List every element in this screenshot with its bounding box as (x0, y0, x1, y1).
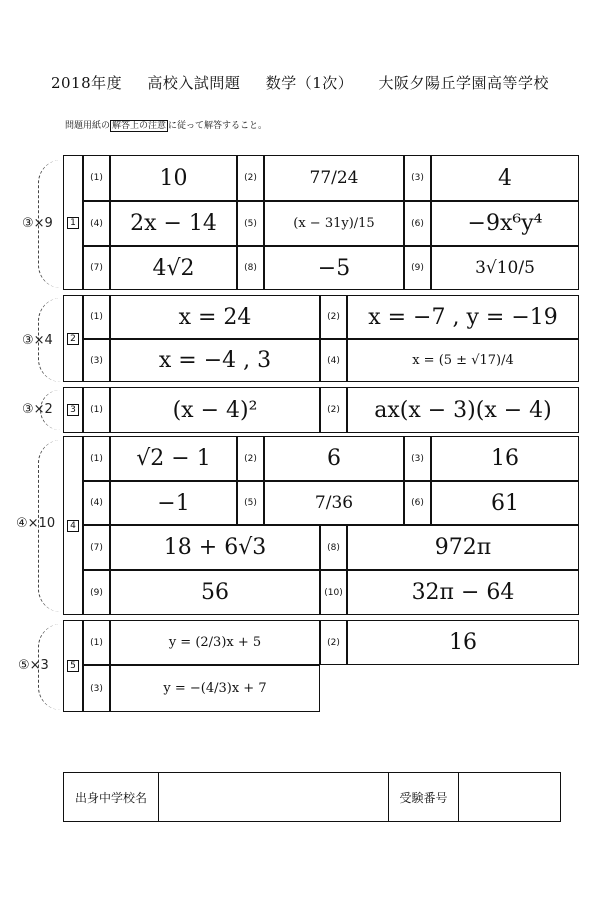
s3-q2-label: (2) (327, 405, 340, 415)
s4-q8-answer: 972π (434, 535, 492, 560)
s4-q3-answer: 16 (491, 446, 519, 471)
s1-q3-answer-cell (431, 155, 579, 201)
s5-q1-label: (1) (90, 637, 103, 648)
s1-q4-answer: 2x − 14 (130, 211, 217, 236)
section-2-num-cell (63, 295, 83, 382)
title-subject: 数学（1次） (265, 74, 354, 92)
s1-q2-answer-cell (264, 155, 404, 201)
s1-q1-label: (1) (90, 173, 103, 183)
section-4-points: ④×10 (16, 516, 56, 531)
section-1-points: ③×9 (22, 216, 53, 231)
s5-q3-answer: y = −(4/3)x + 7 (163, 681, 267, 696)
school-label: 出身中学校名 (74, 790, 147, 805)
s2-q4-label: (4) (327, 355, 340, 366)
s4-q2-label: (2) (244, 453, 257, 464)
s2-q1-answer: x = 24 (178, 304, 252, 330)
instruction-pre: 問題用紙の (65, 121, 111, 131)
s3-q2-answer: ax(x − 3)(x − 4) (374, 397, 552, 423)
s1-q2-answer: 77/24 (309, 168, 359, 188)
section-1-number: 1 (67, 217, 79, 229)
s5-q2-label: (2) (327, 637, 340, 648)
s1-q5-label: (5) (244, 218, 257, 229)
section-2-number: 2 (67, 333, 79, 345)
section-5-num-cell (63, 620, 83, 712)
s4-q6-answer: 61 (491, 490, 519, 516)
student-info-box (63, 772, 561, 822)
s4-q2-answer: 6 (327, 446, 341, 471)
title-kind: 高校入試問題 (147, 74, 241, 92)
s4-q7-label: (7) (90, 542, 103, 553)
s4-q1-label: (1) (90, 453, 103, 464)
section-4-num-cell (63, 436, 83, 615)
s4-q10-label: (10) (324, 587, 343, 598)
section-3-points: ③×2 (22, 402, 53, 417)
s1-q2-label: (2) (244, 173, 257, 183)
s1-q4-answer-cell (110, 201, 237, 246)
s3-q2-answer-cell (347, 387, 579, 433)
s2-q2-label: (2) (327, 312, 340, 322)
s1-q8-answer: −5 (317, 255, 351, 281)
page-title (0, 72, 600, 93)
exam-number-field[interactable] (459, 773, 560, 821)
s1-q7-answer-cell (110, 246, 237, 290)
title-year: 2018年度 (50, 74, 123, 92)
exam-number-label: 受験番号 (399, 790, 448, 805)
s2-q1-label: (1) (90, 312, 103, 322)
s1-q9-answer-cell (431, 246, 579, 290)
s1-q7-answer: 4√2 (152, 255, 195, 281)
s4-q1-answer-cell (110, 436, 237, 481)
s4-q5-label: (5) (244, 498, 257, 508)
s2-q1-answer-cell (110, 295, 320, 339)
section-4-number: 4 (67, 520, 79, 532)
s4-q9-label: (9) (90, 587, 103, 598)
s4-q10-answer: 32π − 64 (411, 580, 515, 605)
s5-q3-answer-cell (110, 665, 320, 712)
section-3-number: 3 (67, 404, 79, 416)
s4-q6-answer-cell (431, 481, 579, 525)
s2-q3-label: (3) (90, 355, 103, 366)
s4-q4-label: (4) (90, 498, 103, 508)
s1-q9-label: (9) (411, 263, 424, 273)
s1-q3-answer: 4 (498, 165, 512, 191)
s4-q7-answer: 18 + 6√3 (163, 535, 267, 560)
s4-q9-answer: 56 (201, 580, 229, 605)
s4-q7-answer-cell (110, 525, 320, 570)
section-2-points: ③×4 (22, 333, 53, 348)
s1-q7-label: (7) (90, 263, 103, 273)
s5-q1-answer: y = (2/3)x + 5 (168, 635, 262, 650)
s5-q3-label: (3) (90, 683, 103, 694)
s3-q1-answer-cell (110, 387, 320, 433)
s4-q9-answer-cell (110, 570, 320, 615)
s1-q1-answer-cell (110, 155, 237, 201)
s4-q3-label: (3) (411, 453, 424, 464)
section-5-number: 5 (67, 660, 79, 672)
s1-q1-answer: 10 (159, 165, 188, 191)
s3-q1-label: (1) (90, 405, 103, 415)
instruction-post: に従って解答すること。 (168, 121, 268, 131)
s4-q3-answer-cell (431, 436, 579, 481)
s4-q8-label: (8) (327, 542, 340, 553)
s1-q5-answer: (x − 31y)/15 (293, 216, 375, 231)
s2-q4-answer: x = (5 ± √17)/4 (412, 353, 514, 368)
s1-q8-label: (8) (244, 263, 257, 273)
section-5-points: ⑤×3 (18, 658, 49, 673)
exam-number-label-cell (389, 773, 459, 821)
s4-q2-answer-cell (264, 436, 404, 481)
s2-q2-answer: x = −7 , y = −19 (368, 304, 558, 330)
school-label-cell (64, 773, 159, 821)
s1-q5-answer-cell (264, 201, 404, 246)
s1-q8-answer-cell (264, 246, 404, 290)
instruction-boxed: 解答上の注意 (112, 121, 167, 131)
s4-q5-answer-cell (264, 481, 404, 525)
s4-q8-answer-cell (347, 525, 579, 570)
s5-q2-answer-cell (347, 620, 579, 665)
s2-q3-answer-cell (110, 339, 320, 382)
s4-q4-answer-cell (110, 481, 237, 525)
s1-q3-label: (3) (411, 173, 424, 183)
s2-q3-answer: x = −4 , 3 (158, 348, 272, 373)
section-1-num-cell (63, 155, 83, 290)
s4-q6-label: (6) (411, 498, 424, 508)
s4-q10-answer-cell (347, 570, 579, 615)
s1-q6-answer: −9x⁶y⁴ (467, 211, 543, 236)
s4-q1-answer: √2 − 1 (136, 446, 211, 471)
instruction (65, 118, 267, 131)
s4-q4-answer: −1 (157, 490, 190, 516)
s5-q1-answer-cell (110, 620, 320, 665)
s1-q4-label: (4) (90, 218, 103, 229)
s2-q2-answer-cell (347, 295, 579, 339)
s1-q9-answer: 3√10/5 (475, 258, 535, 278)
title-school: 大阪夕陽丘学園高等学校 (378, 74, 550, 92)
s1-q6-label: (6) (411, 218, 424, 229)
s5-q2-answer: 16 (449, 630, 477, 655)
s4-q5-answer: 7/36 (314, 493, 354, 513)
s1-q6-answer-cell (431, 201, 579, 246)
s2-q4-answer-cell (347, 339, 579, 382)
section-3-num-cell (63, 387, 83, 433)
s3-q1-answer: (x − 4)² (172, 397, 258, 423)
school-field[interactable] (159, 773, 389, 821)
